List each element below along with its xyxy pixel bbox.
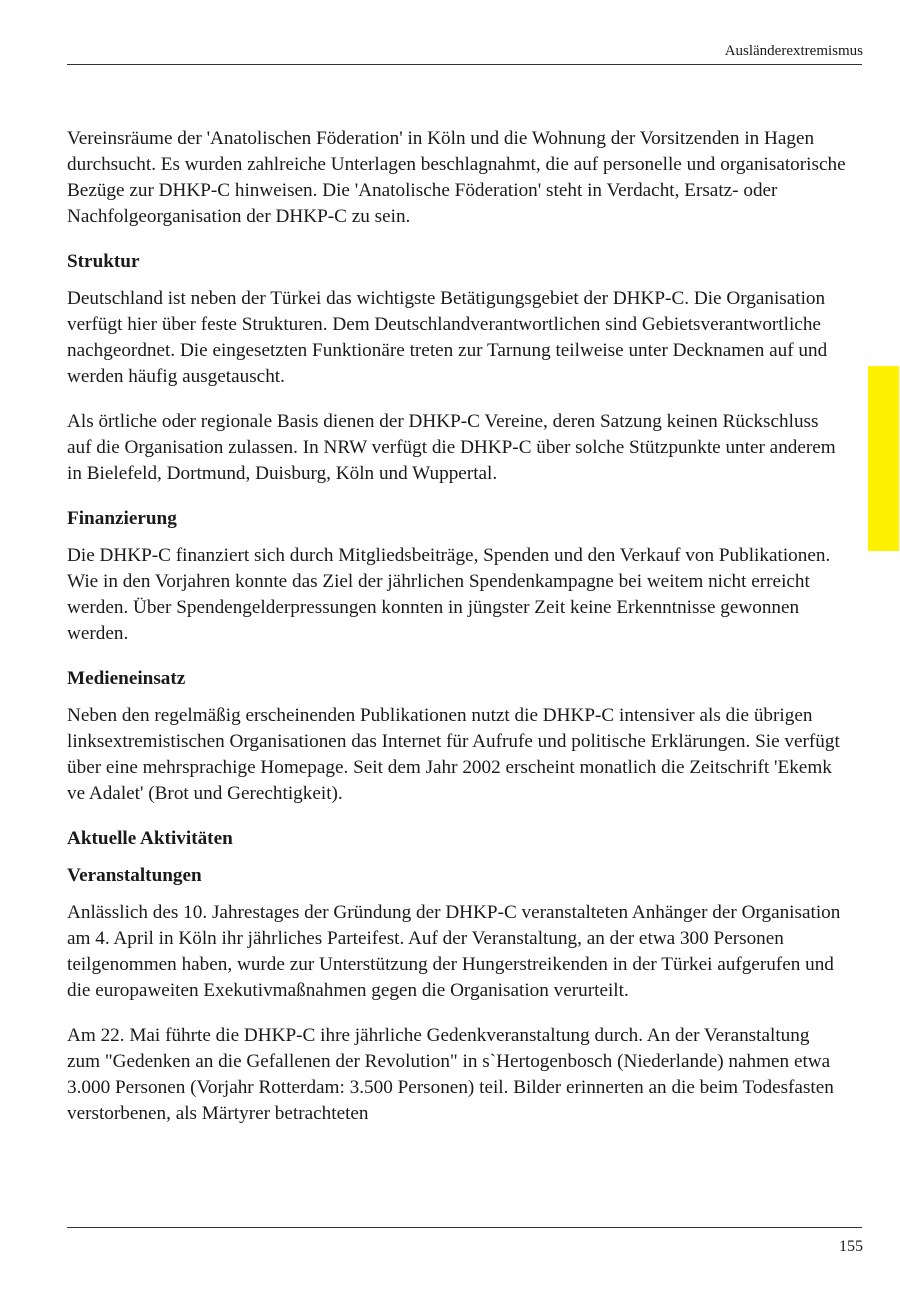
- paragraph-struktur-2: Als örtliche oder regionale Basis dienen der DHKP-C Vereine, deren Satzung keinen Rückschluss auf die Organisation zulassen. In NRW verfügt die DHKP-C über solche Stützpunkte unter anderem in Bielefeld, Dortmund, Duisburg, Köln und Wuppertal.: [67, 411, 836, 484]
- heading-medieneinsatz: Medieneinsatz: [67, 668, 186, 689]
- heading-finanzierung: Finanzierung: [67, 508, 177, 529]
- heading-aktuelle-aktivitaeten: Aktuelle Aktivitäten: [67, 828, 233, 849]
- heading-veranstaltungen: Veranstaltungen: [67, 865, 202, 886]
- paragraph-gedenkveranstaltung: Am 22. Mai führte die DHKP-C ihre jährliche Gedenkveranstaltung durch. An der Veranstaltung zum "Gedenken an die Gefallenen der Revolution" in s`Hertogenbosch (Niederlande) nahmen etwa 3.000 Personen (Vorjahr Rotterdam: 3.500 Personen) teil. Bilder erinnerten an die beim Todesfasten verstorbenen, als Märtyrer betrachteten: [67, 1025, 834, 1124]
- page-number: 155: [839, 1238, 863, 1255]
- paragraph-struktur-1: Deutschland ist neben der Türkei das wichtigste Betätigungsgebiet der DHKP-C. Die Organisation verfügt hier über feste Strukturen. Dem Deutschlandverantwortlichen sind Gebietsverantwortliche nachgeordnet. Die eingesetzten Funktionäre treten zur Tarnung teilweise unter Decknamen auf und werden häufig ausgetauscht.: [67, 288, 828, 387]
- paragraph-medieneinsatz: Neben den regelmäßig erscheinenden Publikationen nutzt die DHKP-C intensiver als die übrigen linksextremistischen Organisationen das Internet für Aufrufe und politische Erklärungen. Sie verfügt über eine mehrsprachige Homepage. Seit dem Jahr 2002 erscheint monatlich die Zeitschrift 'Ekemk ve Adalet' (Brot und Gerechtigkeit).: [67, 705, 840, 804]
- page-body: [67, 126, 847, 1146]
- header-rule: [67, 64, 862, 65]
- running-header: Ausländerextremismus: [724, 43, 863, 59]
- heading-struktur: Struktur: [67, 251, 140, 272]
- chapter-marker-tab: [868, 366, 899, 551]
- footer-rule: [67, 1227, 862, 1228]
- paragraph-parteifest: Anlässlich des 10. Jahrestages der Gründung der DHKP-C veranstalteten Anhänger der Organisation am 4. April in Köln ihr jährliches Parteifest. Auf der Veranstaltung, an der etwa 300 Personen teilgenommen haben, wurde zur Unterstützung der Hungerstreikenden in der Türkei aufgerufen und die europaweiten Exekutivmaßnahmen gegen die Organisation verurteilt.: [67, 902, 841, 1001]
- paragraph-search-results: Vereinsräume der 'Anatolischen Föderation' in Köln und die Wohnung der Vorsitzenden in Hagen durchsucht. Es wurden zahlreiche Unterlagen beschlagnahmt, die auf personelle und organisatorische Bezüge zur DHKP-C hinweisen. Die 'Anatolische Föderation' steht in Verdacht, Ersatz- oder Nachfolgeorganisation der DHKP-C zu sein.: [67, 128, 846, 227]
- paragraph-finanzierung: Die DHKP-C finanziert sich durch Mitgliedsbeiträge, Spenden und den Verkauf von Publikationen. Wie in den Vorjahren konnte das Ziel der jährlichen Spendenkampagne bei weitem nicht erreicht werden. Über Spendengelderpressungen konnten in jüngster Zeit keine Erkenntnisse gewonnen werden.: [67, 545, 831, 644]
